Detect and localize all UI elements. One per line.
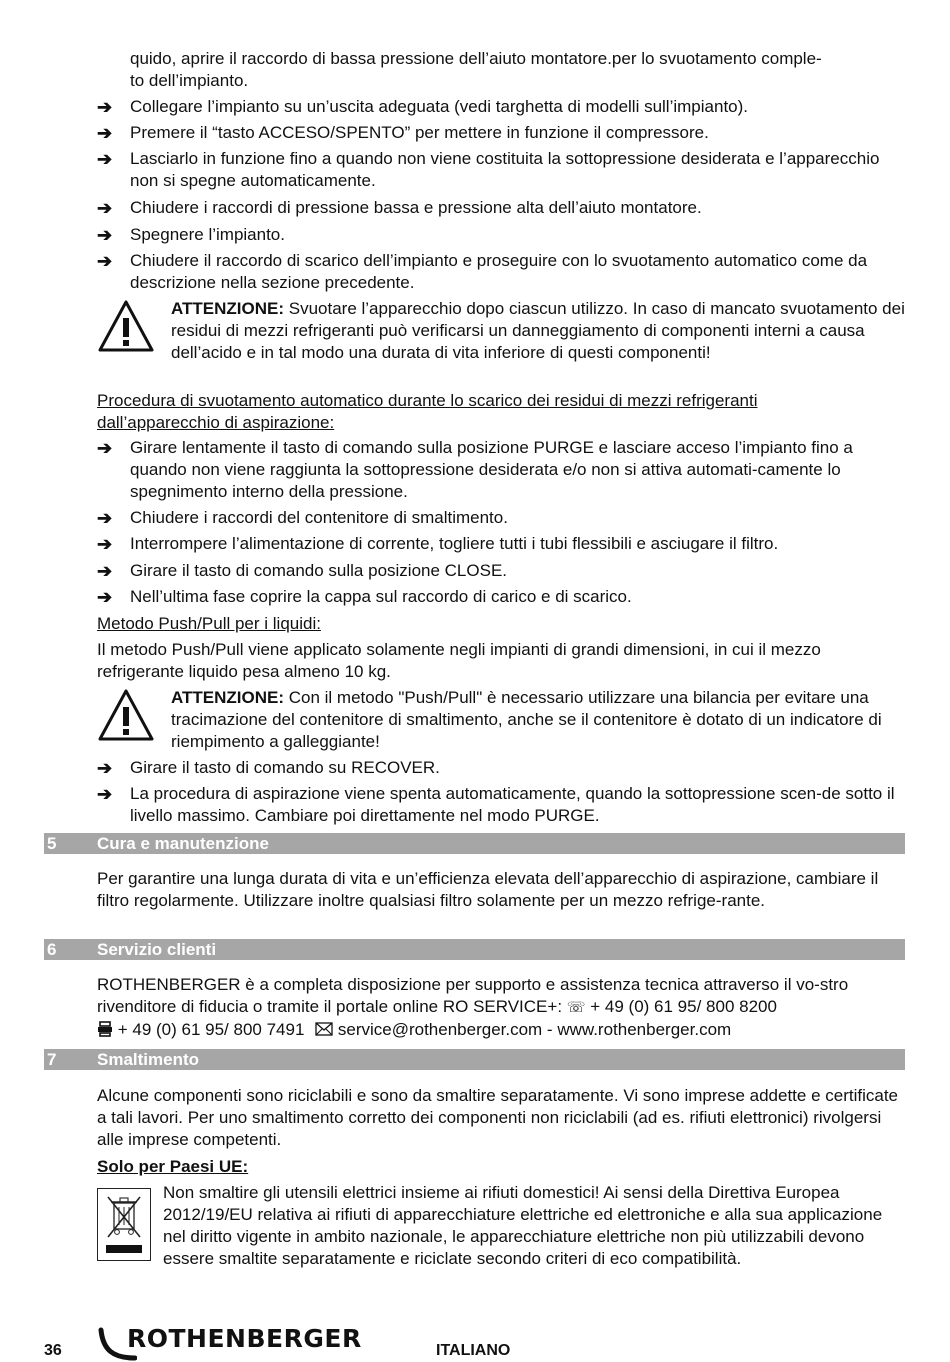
warning-text xyxy=(171,687,905,753)
right-arrow-icon: ➔ xyxy=(97,534,113,554)
brand-wordmark: ROTHENBERGER xyxy=(127,1324,362,1353)
right-arrow-icon: ➔ xyxy=(97,508,113,528)
right-arrow-icon: ➔ xyxy=(97,438,113,458)
list-item-text: Spegnere l’impianto. xyxy=(130,225,285,244)
section-header-care xyxy=(44,833,905,854)
right-arrow-icon: ➔ xyxy=(97,561,113,581)
rothenberger-logo xyxy=(97,1322,362,1362)
pushpull-text: Il metodo Push/Pull viene applicato solamente negli impianti di grandi dimensioni, in cui il mezzo refrigerante liquido pesa almeno 10 kg. xyxy=(97,640,821,681)
purge-procedure-heading: Procedura di svuotamento automatico durante lo scarico dei residui di mezzi refrigeranti dall’apparecchio di aspirazione: xyxy=(97,391,758,432)
section-header-service xyxy=(44,939,905,960)
section-number: 6 xyxy=(47,940,57,959)
phone-icon: ☏ xyxy=(566,999,586,1016)
service-text: ROTHENBERGER è a completa disposizione per supporto e assistenza tecnica attraverso il vo-stro rivenditore di fiducia o tramite il portale online RO SERVICE+: xyxy=(97,975,849,1016)
disposal-text: Alcune componenti sono riciclabili e sono da smaltire separatamente. Vi sono imprese addette e certificate a tali lavori. Per uno smaltimento corretto dei componenti non riciclabili (ad es. rifiuti elettronici) rivolgersi alle imprese competenti. xyxy=(97,1086,899,1149)
right-arrow-icon: ➔ xyxy=(97,198,113,218)
service-block xyxy=(97,974,905,1041)
warning-body: Con il metodo "Push/Pull" è necessario utilizzare una bilancia per evitare una tracimazione del contenitore di smaltimento, anche se il contenitore è dotato di un indicatore di riempimento a galleggiante! xyxy=(171,688,882,751)
intro-continuation: quido, aprire il raccordo di bassa pressione dell’aiuto montatore.per lo svuotamento comple- to dell’impianto. xyxy=(130,49,822,90)
list-item-text: Girare il tasto di comando sulla posizione CLOSE. xyxy=(130,561,508,580)
crossed-bin-icon xyxy=(97,1188,151,1261)
right-arrow-icon: ➔ xyxy=(97,97,113,117)
list-item-text: Girare lentamente il tasto di comando sulla posizione PURGE e lasciare acceso l’impianto fino a quando non viene raggiunta la sottopressione desiderata e/o non si attiva automati-camente lo spegnimento interno della pressione. xyxy=(130,438,853,501)
section-title: Cura e manutenzione xyxy=(97,834,269,853)
warning-body: Svuotare l’apparecchio dopo ciascun utilizzo. In caso di mancato svuotamento dei residui di mezzi refrigeranti può verificarsi un danneggiamento di componenti interni a causa dell’acido e in tal modo una durata di vita inferiore di questi componenti! xyxy=(171,299,905,362)
list-item-text: Nell’ultima fase coprire la cappa sul raccordo di carico e di scarico. xyxy=(130,587,632,606)
fax-icon xyxy=(97,1021,113,1037)
list-item-text: Premere il “tasto ACCESO/SPENTO” per mettere in funzione il compressore. xyxy=(130,123,709,142)
list-item-text: Girare il tasto di comando su RECOVER. xyxy=(130,758,440,777)
care-text: Per garantire una lunga durata di vita e un’efficienza elevata dell’apparecchio di aspirazione, cambiare il filtro regolarmente. Utilizzare inoltre qualsiasi filtro solamente per un mezzo refrige-rante. xyxy=(97,869,879,910)
page-number: 36 xyxy=(44,1342,62,1359)
right-arrow-icon: ➔ xyxy=(97,123,113,143)
warning-text xyxy=(171,298,905,364)
list-item-text: Chiudere i raccordi del contenitore di smaltimento. xyxy=(130,508,508,527)
section-number: 7 xyxy=(47,1050,57,1069)
eu-heading: Solo per Paesi UE: xyxy=(97,1157,249,1176)
list-item-text: Chiudere i raccordi di pressione bassa e pressione alta dell’aiuto montatore. xyxy=(130,198,702,217)
pushpull-heading: Metodo Push/Pull per i liquidi: xyxy=(97,614,321,633)
section-header-disposal xyxy=(44,1049,905,1070)
phone-number: + 49 (0) 61 95/ 800 8200 xyxy=(585,997,777,1016)
email-and-website: service@rothenberger.com - www.rothenberger.com xyxy=(333,1020,732,1039)
warning-triangle-icon xyxy=(97,687,155,743)
warning-label: ATTENZIONE: xyxy=(171,299,285,318)
section-title: Smaltimento xyxy=(97,1050,200,1069)
section-number: 5 xyxy=(47,834,57,853)
warning-label: ATTENZIONE: xyxy=(171,688,285,707)
language-label: ITALIANO xyxy=(436,1342,511,1359)
envelope-icon xyxy=(315,1022,333,1036)
right-arrow-icon: ➔ xyxy=(97,784,113,804)
section-title: Servizio clienti xyxy=(97,940,217,959)
eu-text: Non smaltire gli utensili elettrici insieme ai rifiuti domestici! Ai sensi della Direttiva Europea 2012/19/EU relativa ai rifiuti di apparecchiature elettriche ed elettroniche e alla sua applicazione nel diritto vigente in ambito nazionale, le apparecchiature elettriche non più utilizzabili devono essere smaltite separatamente e riciclate secondo criteri di eco compatibilità. xyxy=(163,1183,883,1268)
list-item-text: Chiudere il raccordo di scarico dell’impianto e proseguire con lo svuotamento automatico come da descrizione nella sezione precedente. xyxy=(130,251,868,292)
right-arrow-icon: ➔ xyxy=(97,149,113,169)
right-arrow-icon: ➔ xyxy=(97,587,113,607)
right-arrow-icon: ➔ xyxy=(97,251,113,271)
list-item-text: La procedura di aspirazione viene spenta automaticamente, quando la sottopressione scen-de sotto il livello massimo. Cambiare poi direttamente nel modo PURGE. xyxy=(130,784,895,825)
right-arrow-icon: ➔ xyxy=(97,758,113,778)
warning-triangle-icon xyxy=(97,298,155,354)
list-item-text: Collegare l’impianto su un’uscita adeguata (vedi targhetta di modelli sull’impianto). xyxy=(130,97,749,116)
right-arrow-icon: ➔ xyxy=(97,225,113,245)
list-item-text: Interrompere l’alimentazione di corrente, togliere tutti i tubi flessibili e asciugare il filtro. xyxy=(130,534,779,553)
fax-number: + 49 (0) 61 95/ 800 7491 xyxy=(113,1020,305,1039)
list-item-text: Lasciarlo in funzione fino a quando non viene costituita la sottopressione desiderata e l’apparecchio non si spegne automaticamente. xyxy=(130,149,880,190)
